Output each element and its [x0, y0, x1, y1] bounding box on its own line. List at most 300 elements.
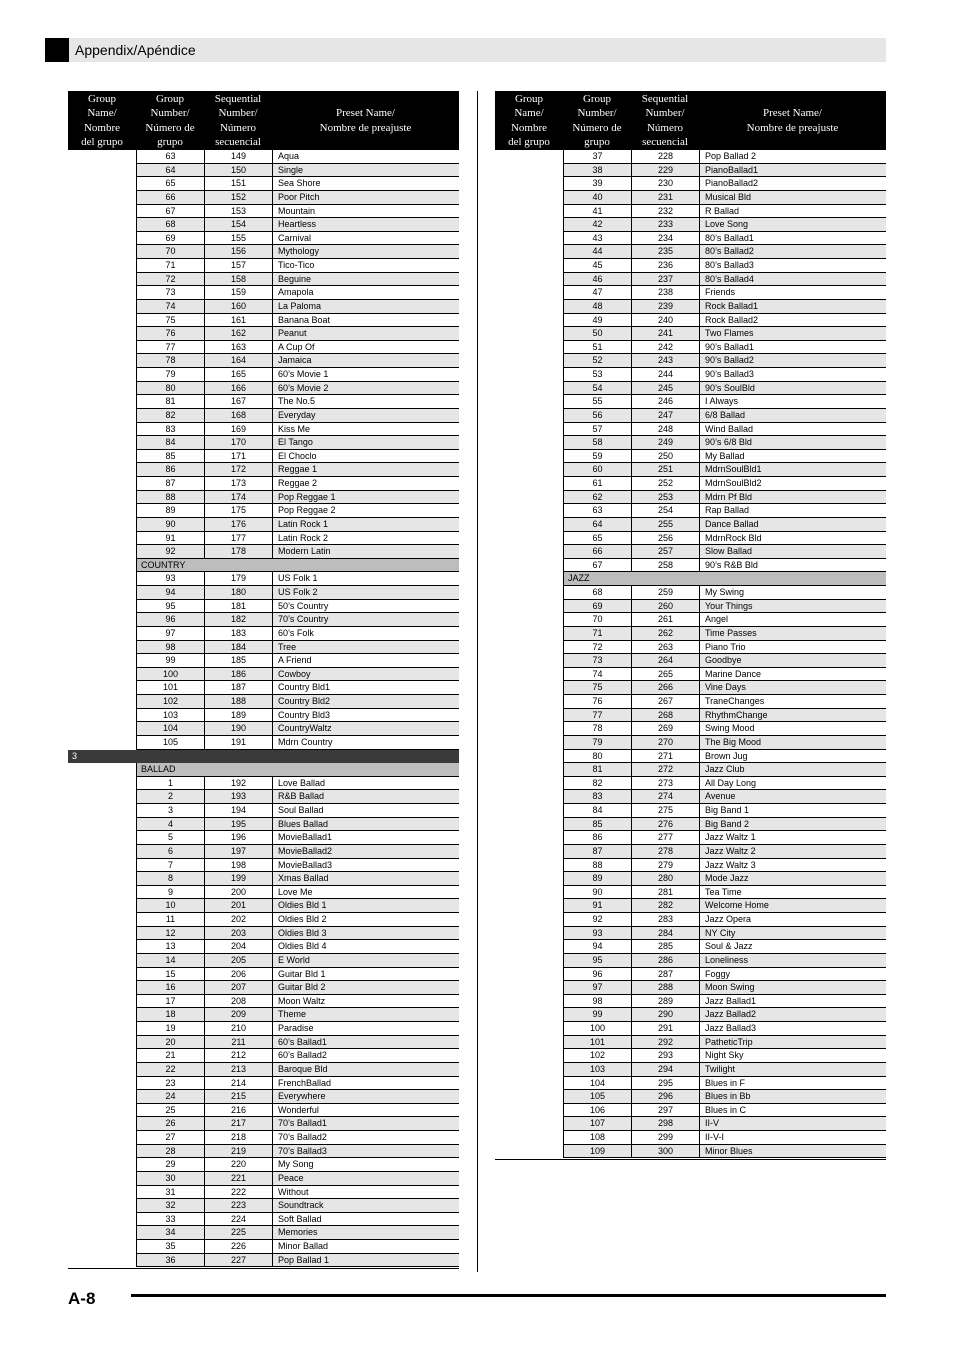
table-row [495, 150, 886, 164]
table-row [68, 572, 459, 586]
group-number-cell: 66 [136, 191, 204, 205]
table-row [68, 463, 459, 477]
group-number-cell: 13 [136, 940, 204, 954]
table-row [68, 872, 459, 886]
group-number-cell: 65 [136, 177, 204, 191]
table-row [68, 409, 459, 423]
table-row [68, 245, 459, 259]
table-row [495, 545, 886, 559]
group-name-label: 3 [68, 750, 459, 764]
sequential-number-cell: 273 [631, 777, 699, 791]
group-number-cell: 93 [136, 572, 204, 586]
sequential-number-cell: 268 [631, 709, 699, 723]
preset-name-cell: Kiss Me [272, 423, 459, 437]
group-number-cell: 40 [563, 191, 631, 205]
preset-name-cell: Twilight [699, 1063, 886, 1077]
table-row [495, 763, 886, 777]
group-number-cell: 79 [136, 368, 204, 382]
group-number-cell: 108 [563, 1131, 631, 1145]
group-number-cell: 104 [136, 722, 204, 736]
group-number-cell: 45 [563, 259, 631, 273]
table-row [495, 968, 886, 982]
sequential-number-cell: 270 [631, 736, 699, 750]
preset-name-cell: The Big Mood [699, 736, 886, 750]
group-number-cell: 87 [563, 845, 631, 859]
sequential-number-cell: 203 [204, 927, 272, 941]
preset-name-cell: El Choclo [272, 450, 459, 464]
table-row [495, 314, 886, 328]
sequential-number-cell: 261 [631, 613, 699, 627]
sequential-number-cell: 175 [204, 504, 272, 518]
table-row [68, 150, 459, 164]
column-header-group-name: Group Name/ Nombre del grupo [68, 91, 136, 150]
table-row [68, 681, 459, 695]
group-number-cell: 9 [136, 886, 204, 900]
sequential-number-cell: 244 [631, 368, 699, 382]
group-number-cell: 109 [563, 1145, 631, 1159]
sequential-number-cell: 247 [631, 409, 699, 423]
table-row [495, 722, 886, 736]
subgroup-label: BALLAD [136, 763, 459, 777]
group-number-cell: 16 [136, 981, 204, 995]
group-number-cell: 86 [136, 463, 204, 477]
preset-name-cell: The No.5 [272, 395, 459, 409]
sequential-number-cell: 189 [204, 709, 272, 723]
table-row [495, 463, 886, 477]
group-number-cell: 83 [563, 790, 631, 804]
sequential-number-cell: 195 [204, 818, 272, 832]
group-number-cell: 28 [136, 1145, 204, 1159]
sequential-number-cell: 168 [204, 409, 272, 423]
sequential-number-cell: 198 [204, 859, 272, 873]
sequential-number-cell: 294 [631, 1063, 699, 1077]
sequential-number-cell: 188 [204, 695, 272, 709]
preset-name-cell: Dance Ballad [699, 518, 886, 532]
group-number-cell: 30 [136, 1172, 204, 1186]
group-number-cell: 100 [136, 668, 204, 682]
table-row [68, 1090, 459, 1104]
table-row [495, 586, 886, 600]
preset-name-cell: Time Passes [699, 627, 886, 641]
group-number-cell: 24 [136, 1090, 204, 1104]
subgroup-row [495, 572, 886, 586]
sequential-number-cell: 153 [204, 205, 272, 219]
preset-name-cell: Pop Ballad 1 [272, 1254, 459, 1268]
sequential-number-cell: 274 [631, 790, 699, 804]
sequential-number-cell: 199 [204, 872, 272, 886]
sequential-number-cell: 285 [631, 940, 699, 954]
table-row [495, 327, 886, 341]
table-row [495, 913, 886, 927]
table-row [495, 300, 886, 314]
preset-name-cell: PianoBallad1 [699, 164, 886, 178]
group-number-cell: 80 [563, 750, 631, 764]
page-number: A-8 [68, 1289, 96, 1308]
group-number-cell: 75 [563, 681, 631, 695]
table-row [495, 477, 886, 491]
table-row [495, 1090, 886, 1104]
sequential-number-cell: 281 [631, 886, 699, 900]
preset-name-cell: MovieBallad3 [272, 859, 459, 873]
group-number-cell: 52 [563, 354, 631, 368]
group-number-cell: 73 [136, 286, 204, 300]
group-number-cell: 10 [136, 899, 204, 913]
preset-name-cell: Beguine [272, 273, 459, 287]
column-header-preset-name: Preset Name/ Nombre de preajuste [699, 91, 886, 150]
column-divider [477, 91, 478, 1272]
preset-name-cell: 90’s SoulBld [699, 382, 886, 396]
sequential-number-cell: 162 [204, 327, 272, 341]
table-row [68, 423, 459, 437]
table-row [495, 995, 886, 1009]
preset-name-cell: Pop Reggae 1 [272, 491, 459, 505]
preset-name-cell: Rock Ballad1 [699, 300, 886, 314]
table-end-rule [495, 1159, 886, 1160]
sequential-number-cell: 158 [204, 273, 272, 287]
table-row [495, 736, 886, 750]
table-row [68, 695, 459, 709]
preset-name-cell: Pop Reggae 2 [272, 504, 459, 518]
sequential-number-cell: 280 [631, 872, 699, 886]
preset-name-cell: 60’s Folk [272, 627, 459, 641]
table-row [68, 981, 459, 995]
sequential-number-cell: 293 [631, 1049, 699, 1063]
sequential-number-cell: 190 [204, 722, 272, 736]
group-number-cell: 94 [563, 940, 631, 954]
sequential-number-cell: 194 [204, 804, 272, 818]
table-row [68, 300, 459, 314]
group-number-cell: 96 [563, 968, 631, 982]
preset-name-cell: Guitar Bld 1 [272, 968, 459, 982]
sequential-number-cell: 218 [204, 1131, 272, 1145]
group-number-cell: 68 [136, 218, 204, 232]
group-number-cell: 26 [136, 1117, 204, 1131]
sequential-number-cell: 252 [631, 477, 699, 491]
table-row [68, 1186, 459, 1200]
table-row [68, 314, 459, 328]
table-row [68, 218, 459, 232]
table-row [495, 859, 886, 873]
sequential-number-cell: 264 [631, 654, 699, 668]
sequential-number-cell: 296 [631, 1090, 699, 1104]
group-number-cell: 37 [563, 150, 631, 164]
group-number-cell: 46 [563, 273, 631, 287]
table-row [68, 722, 459, 736]
sequential-number-cell: 152 [204, 191, 272, 205]
preset-name-cell: 80’s Ballad4 [699, 273, 886, 287]
sequential-number-cell: 212 [204, 1049, 272, 1063]
table-row [495, 504, 886, 518]
group-number-cell: 72 [563, 641, 631, 655]
sequential-number-cell: 211 [204, 1036, 272, 1050]
table-row [495, 750, 886, 764]
table-row [68, 600, 459, 614]
sequential-number-cell: 210 [204, 1022, 272, 1036]
preset-name-cell: Moon Swing [699, 981, 886, 995]
preset-name-cell: Aqua [272, 150, 459, 164]
preset-name-cell: MovieBallad2 [272, 845, 459, 859]
sequential-number-cell: 179 [204, 572, 272, 586]
preset-name-cell: Banana Boat [272, 314, 459, 328]
sequential-number-cell: 246 [631, 395, 699, 409]
table-row [495, 491, 886, 505]
table-row [68, 954, 459, 968]
table-row [495, 354, 886, 368]
sequential-number-cell: 228 [631, 150, 699, 164]
group-number-cell: 42 [563, 218, 631, 232]
preset-name-cell: Oldies Bld 1 [272, 899, 459, 913]
sequential-number-cell: 282 [631, 899, 699, 913]
table-row [68, 654, 459, 668]
table-row [68, 164, 459, 178]
preset-name-cell: Avenue [699, 790, 886, 804]
table-row [68, 382, 459, 396]
preset-name-cell: Love Ballad [272, 777, 459, 791]
preset-name-cell: Oldies Bld 2 [272, 913, 459, 927]
group-number-cell: 76 [136, 327, 204, 341]
preset-name-cell: Tea Time [699, 886, 886, 900]
sequential-number-cell: 260 [631, 600, 699, 614]
preset-name-cell: Vine Days [699, 681, 886, 695]
group-number-cell: 2 [136, 790, 204, 804]
sequential-number-cell: 214 [204, 1077, 272, 1091]
sequential-number-cell: 163 [204, 341, 272, 355]
preset-name-cell: II-V-I [699, 1131, 886, 1145]
subgroup-label: JAZZ [563, 572, 886, 586]
group-number-cell: 89 [136, 504, 204, 518]
sequential-number-cell: 230 [631, 177, 699, 191]
table-row [495, 1036, 886, 1050]
table-row [495, 218, 886, 232]
table-row [68, 899, 459, 913]
group-number-cell: 81 [136, 395, 204, 409]
table-row [495, 886, 886, 900]
group-number-cell: 84 [563, 804, 631, 818]
sequential-number-cell: 173 [204, 477, 272, 491]
table-row [68, 286, 459, 300]
preset-name-cell: 80’s Ballad2 [699, 245, 886, 259]
sequential-number-cell: 181 [204, 600, 272, 614]
sequential-number-cell: 235 [631, 245, 699, 259]
sequential-number-cell: 291 [631, 1022, 699, 1036]
preset-name-cell: Paradise [272, 1022, 459, 1036]
group-number-cell: 36 [136, 1254, 204, 1268]
preset-name-cell: A Cup Of [272, 341, 459, 355]
sequential-number-cell: 298 [631, 1117, 699, 1131]
sequential-number-cell: 216 [204, 1104, 272, 1118]
preset-name-cell: PatheticTrip [699, 1036, 886, 1050]
preset-name-cell: NY City [699, 927, 886, 941]
group-number-cell: 102 [136, 695, 204, 709]
table-row [495, 1022, 886, 1036]
preset-name-cell: Mountain [272, 205, 459, 219]
table-row [68, 341, 459, 355]
table-row [68, 504, 459, 518]
sequential-number-cell: 297 [631, 1104, 699, 1118]
sequential-number-cell: 276 [631, 818, 699, 832]
group-number-cell: 18 [136, 1008, 204, 1022]
sequential-number-cell: 172 [204, 463, 272, 477]
sequential-number-cell: 290 [631, 1008, 699, 1022]
group-number-cell: 99 [136, 654, 204, 668]
table-row [495, 600, 886, 614]
preset-name-cell: Reggae 2 [272, 477, 459, 491]
sequential-number-cell: 219 [204, 1145, 272, 1159]
sequential-number-cell: 170 [204, 436, 272, 450]
group-number-cell: 83 [136, 423, 204, 437]
sequential-number-cell: 167 [204, 395, 272, 409]
table-row [68, 1213, 459, 1227]
group-number-cell: 34 [136, 1226, 204, 1240]
sequential-number-cell: 248 [631, 423, 699, 437]
column-header-group-name: Group Name/ Nombre del grupo [495, 91, 563, 150]
group-number-cell: 100 [563, 1022, 631, 1036]
table-row [68, 1254, 459, 1268]
sequential-number-cell: 156 [204, 245, 272, 259]
sequential-number-cell: 160 [204, 300, 272, 314]
group-number-cell: 105 [136, 736, 204, 750]
sequential-number-cell: 209 [204, 1008, 272, 1022]
table-row [495, 804, 886, 818]
group-number-cell: 105 [563, 1090, 631, 1104]
sequential-number-cell: 287 [631, 968, 699, 982]
table-row [495, 559, 886, 573]
sequential-number-cell: 299 [631, 1131, 699, 1145]
table-row [495, 872, 886, 886]
table-row [68, 477, 459, 491]
group-number-cell: 41 [563, 205, 631, 219]
group-number-cell: 43 [563, 232, 631, 246]
preset-name-cell: Loneliness [699, 954, 886, 968]
preset-name-cell: Tree [272, 641, 459, 655]
table-row [495, 245, 886, 259]
sequential-number-cell: 262 [631, 627, 699, 641]
preset-name-cell: Goodbye [699, 654, 886, 668]
group-number-cell: 98 [136, 641, 204, 655]
group-number-cell: 15 [136, 968, 204, 982]
table-row [68, 627, 459, 641]
group-number-cell: 17 [136, 995, 204, 1009]
preset-name-cell: La Paloma [272, 300, 459, 314]
sequential-number-cell: 245 [631, 382, 699, 396]
table-row [495, 191, 886, 205]
preset-name-cell: My Ballad [699, 450, 886, 464]
sequential-number-cell: 178 [204, 545, 272, 559]
preset-name-cell: US Folk 1 [272, 572, 459, 586]
group-number-cell: 72 [136, 273, 204, 287]
sequential-number-cell: 266 [631, 681, 699, 695]
group-number-cell: 106 [563, 1104, 631, 1118]
group-number-cell: 6 [136, 845, 204, 859]
preset-name-cell: Theme [272, 1008, 459, 1022]
preset-name-cell: My Swing [699, 586, 886, 600]
group-number-cell: 74 [136, 300, 204, 314]
table-row [495, 981, 886, 995]
preset-name-cell: Soul Ballad [272, 804, 459, 818]
sequential-number-cell: 295 [631, 1077, 699, 1091]
sequential-number-cell: 250 [631, 450, 699, 464]
sequential-number-cell: 283 [631, 913, 699, 927]
table-body [495, 150, 886, 1158]
preset-name-cell: 70’s Country [272, 613, 459, 627]
sequential-number-cell: 186 [204, 668, 272, 682]
sequential-number-cell: 155 [204, 232, 272, 246]
preset-name-cell: Musical Bld [699, 191, 886, 205]
preset-name-cell: MdrnRock Bld [699, 532, 886, 546]
table-row [495, 1131, 886, 1145]
group-number-cell: 88 [563, 859, 631, 873]
sequential-number-cell: 241 [631, 327, 699, 341]
sequential-number-cell: 165 [204, 368, 272, 382]
table-row [68, 1063, 459, 1077]
preset-name-cell: MdrnSoulBld2 [699, 477, 886, 491]
preset-name-cell: Night Sky [699, 1049, 886, 1063]
group-number-cell: 33 [136, 1213, 204, 1227]
table-row [495, 409, 886, 423]
sequential-number-cell: 208 [204, 995, 272, 1009]
preset-name-cell: 70’s Ballad1 [272, 1117, 459, 1131]
group-number-cell: 67 [563, 559, 631, 573]
table-row [68, 831, 459, 845]
table-row [68, 1158, 459, 1172]
preset-name-cell: Big Band 1 [699, 804, 886, 818]
preset-name-cell: Swing Mood [699, 722, 886, 736]
group-number-cell: 8 [136, 872, 204, 886]
table-row [68, 613, 459, 627]
preset-name-cell: Big Band 2 [699, 818, 886, 832]
preset-name-cell: Jazz Ballad3 [699, 1022, 886, 1036]
preset-name-cell: Piano Trio [699, 641, 886, 655]
sequential-number-cell: 150 [204, 164, 272, 178]
sequential-number-cell: 267 [631, 695, 699, 709]
group-number-cell: 58 [563, 436, 631, 450]
sequential-number-cell: 227 [204, 1254, 272, 1268]
group-number-cell: 66 [563, 545, 631, 559]
group-number-cell: 97 [563, 981, 631, 995]
group-number-cell: 84 [136, 436, 204, 450]
table-row [495, 831, 886, 845]
preset-name-cell: Carnival [272, 232, 459, 246]
sequential-number-cell: 151 [204, 177, 272, 191]
preset-name-cell: Jazz Club [699, 763, 886, 777]
group-number-cell: 59 [563, 450, 631, 464]
preset-name-cell: Everyday [272, 409, 459, 423]
group-number-cell: 20 [136, 1036, 204, 1050]
preset-name-cell: Your Things [699, 600, 886, 614]
table-row [495, 423, 886, 437]
group-number-cell: 22 [136, 1063, 204, 1077]
preset-name-cell: Single [272, 164, 459, 178]
sequential-number-cell: 251 [631, 463, 699, 477]
preset-name-cell: Jazz Waltz 1 [699, 831, 886, 845]
table-row [495, 668, 886, 682]
table-row [495, 259, 886, 273]
preset-name-cell: Love Me [272, 886, 459, 900]
sequential-number-cell: 201 [204, 899, 272, 913]
preset-name-cell: Jazz Opera [699, 913, 886, 927]
preset-name-cell: CountryWaltz [272, 722, 459, 736]
preset-name-cell: R Ballad [699, 205, 886, 219]
group-number-cell: 95 [563, 954, 631, 968]
sequential-number-cell: 149 [204, 150, 272, 164]
group-number-cell: 79 [563, 736, 631, 750]
sequential-number-cell: 223 [204, 1199, 272, 1213]
group-number-cell: 86 [563, 831, 631, 845]
table-row [68, 818, 459, 832]
preset-name-cell: Jamaica [272, 354, 459, 368]
footer-rule [131, 1294, 886, 1297]
sequential-number-cell: 231 [631, 191, 699, 205]
